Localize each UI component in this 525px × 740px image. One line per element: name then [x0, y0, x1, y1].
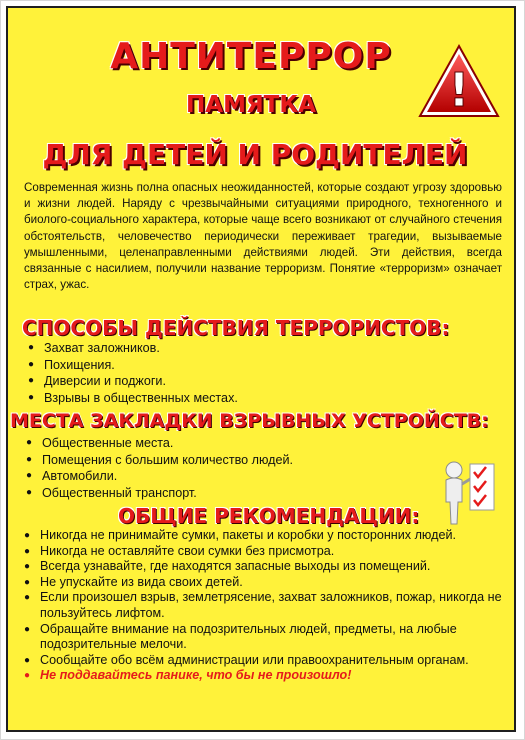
recommendations-list [24, 528, 508, 684]
list-item: ● Диверсии и поджоги. [28, 373, 328, 390]
list-item: ● Никогда не оставляйте свои сумки без присмотра. [24, 544, 508, 560]
list-item: ● Обращайте внимание на подозрительных людей, предметы, на любые подозрительные мелочи. [24, 622, 508, 653]
methods-list [28, 340, 328, 406]
poster-audience: ДЛЯ ДЕТЕЙ И РОДИТЕЛЕЙ [42, 138, 468, 171]
list-item: ● Общественный транспорт. [26, 485, 356, 502]
methods-heading: СПОСОБЫ ДЕЙСТВИЯ ТЕРРОРИСТОВ: [22, 316, 450, 340]
list-item: ● Взрывы в общественных местах. [28, 390, 328, 407]
list-item: ● Если произошел взрыв, землетрясение, захват заложников, пожар, никогда не пользуйтесь лифтом. [24, 590, 508, 621]
locations-heading: МЕСТА ЗАКЛАДКИ ВЗРЫВНЫХ УСТРОЙСТВ: [10, 410, 489, 432]
list-item: ● Никогда не принимайте сумки, пакеты и коробки у посторонних людей. [24, 528, 508, 544]
list-item: ● Похищения. [28, 357, 328, 374]
list-item: ● Захват заложников. [28, 340, 328, 357]
list-item: ● Всегда узнавайте, где находятся запасные выходы из помещений. [24, 559, 508, 575]
warning-mark: ! [448, 63, 470, 117]
locations-list [26, 435, 356, 501]
list-item: ● Автомобили. [26, 468, 356, 485]
warning-triangle-icon [417, 42, 501, 120]
list-item: ● Сообщайте обо всём администрации или правоохранительным органам. [24, 653, 508, 669]
recommendations-heading: ОБЩИЕ РЕКОМЕНДАЦИИ: [118, 504, 420, 528]
checklist-figure-icon [440, 456, 500, 528]
poster-subtitle: ПАМЯТКА [186, 92, 316, 118]
final-warning: ● Не поддавайтесь панике, что бы не произошло! [24, 668, 508, 684]
poster-title: АНТИТЕРРОР [110, 36, 392, 77]
list-item: ● Помещения с большим количество людей. [26, 452, 356, 469]
list-item: ● Не упускайте из вида своих детей. [24, 575, 508, 591]
list-item: ● Общественные места. [26, 435, 356, 452]
intro-paragraph: Современная жизнь полна опасных неожиданностей, которые создают угрозу здоровью и жизни людей. Наряду с чрезвычайными ситуациями природного, техногенного и биолого-социального характера, которые чаще всего возникают от случайного стечения обстоятельств, человечество периодически переживает трагедии, вызываемые умышленными, целенаправленными действиями людей. Эти действия, всегда связанные с насилием, получили название терроризм. Понятие «терроризм» означает страх, ужас. [24, 181, 502, 292]
